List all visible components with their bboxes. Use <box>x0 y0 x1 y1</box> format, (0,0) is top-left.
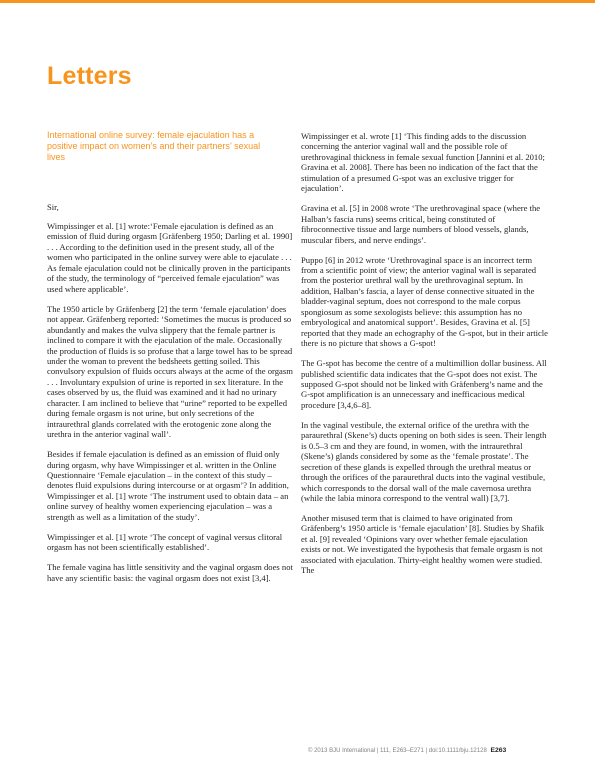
article-title: International online survey: female ejaculation has a positive impact on women’s and their partners’ sexual lives <box>47 130 261 163</box>
paragraph: The G-spot has become the centre of a multimillion dollar business. All published scientific data indicates that the G-spot does not exist. The supposed G-spot should not be linked with Gräfenberg’s name and the G-spot amplification is an unnecessary and inefficacious medical procedure [3,4,6–8]. <box>301 358 547 410</box>
page-footer <box>308 747 548 754</box>
paragraph: The female vagina has little sensitivity and the vaginal orgasm does not have any scientific basis: the vaginal orgasm does not exist [3,4]. <box>47 562 293 583</box>
paragraph: Another misused term that is claimed to have originated from Gräfenberg’s 1950 article is ‘female ejaculation’ [8]. Studies by Shafik et al. [9] revealed ‘Opinions vary over whether female ejaculation exists or not. We investigated the hypothesis that female orgasm is not associated with ejaculation. Thirty-eight healthy women were studied. The <box>301 513 545 576</box>
paragraph: Puppo [6] in 2012 wrote ‘Urethrovaginal space is an incorrect term from a scientific point of view; the anterior vaginal wall is separated from the posterior urethral wall by the urethrovaginal septum. In addition, Halban’s fascia, a layer of dense connective situated in the bladder-vaginal septum, does not correspond to the male corpus spongiosum as some sexologists believe: this assumption has no embryological and anatomical support’. Besides, Gravina et al. [5] reported that they made an echography of the G-spot, but in their article there is no picture that shows a G-spot! <box>301 254 548 349</box>
paragraph: Wimpissinger et al. wrote [1] ‘This finding adds to the discussion concerning the anterior vaginal wall and the possible role of urethrovaginal thickness in female sexual function [Jannini et al. 2010; Gravina et al. 2008]. There has been no indication of the fact that the stimulation of a presumed G-spot was an exclusive trigger for ejaculation’. <box>301 131 545 194</box>
paragraph: In the vaginal vestibule, the external orifice of the urethra with the paraurethral (Skene’s) ducts opening on both sides is seen. Their length is 0.5–3 cm and they are found, in women, with the intraurethral (Skene’s) glands considered by some as the ‘female prostate’. The secretion of these glands is expelled through the urethral meatus or through the orifices of the paraurethral ducts into the vaginal vestibule, which corresponds to the dorsal wall of the male cavernosa urethra (while the labia minora correspond to the ventral wall) [3,7]. <box>301 419 547 504</box>
footer-citation: © 2013 BJU International | 111, E263–E271 | doi:10.1111/bju.12128 <box>308 748 487 754</box>
header-accent-rule <box>0 0 595 3</box>
paragraph: The 1950 article by Gräfenberg [2] the term ‘female ejaculation’ does not appear. Gräfenberg reported: ‘Sometimes the mucus is produced so abundantly and makes the vulva slippery that the female partner is inclined to compare it with the ejaculation of the male. Occasionally the production of fluids is so profuse that a large towel has to be spread under the woman to prevent the bedsheets getting soiled. This convulsory expulsion of fluids occurs always at the acme of the orgasm . . . Involuntary expulsion of urine is reported in sex literature. In the cases observed by us, the fluid was examined and it had no urinary character. I am inclined to believe that “urine” reported to be expelled during female orgasm is not urine, but only secretions of the intraurethral glands correlated with the erotogenic zone along the urethra in the anterior vaginal wall’. <box>47 303 293 440</box>
paragraph: Besides if female ejaculation is defined as an emission of fluid only during orgasm, why have Wimpissinger et al. written in the Online Questionnaire ‘Female ejaculation – in the context of this study – denotes fluid expulsions during intercourse or at orgasm’? In addition, Wimpissinger et al. [1] wrote ‘The instrument used to obtain data – an online survey of healthy women experiencing ejaculation – was a strength as well as a limitation of the study’. <box>47 449 289 522</box>
section-title: Letters <box>47 62 132 90</box>
paragraph: Gravina et al. [5] in 2008 wrote ‘The urethrovaginal space (where the Halban’s fascia runs) seems critical, being constituted of fibroconnective tissue and large numbers of blood vessels, glands, muscular fibers, and nerve endings’. <box>301 203 541 245</box>
page-number: E263 <box>490 747 507 754</box>
paragraph: Wimpissinger et al. [1] wrote:‘Female ejaculation is defined as an emission of fluid during orgasm [Gräfenberg 1950; Darling et al. 1990] . . . According to the definition used in the present study, all of the women who participated in the online survey were able to ejaculate . . . As female ejaculation could not be clinically proven in the participants of the study, the terminology of “perceived female ejaculation” was used where applicable’. <box>47 221 293 294</box>
left-column <box>47 130 294 593</box>
paragraph: Wimpissinger et al. [1] wrote ‘The concept of vaginal versus clitoral orgasm has not been scientifically established’. <box>47 531 283 553</box>
right-column <box>301 131 549 585</box>
salutation: Sir, <box>47 201 59 212</box>
